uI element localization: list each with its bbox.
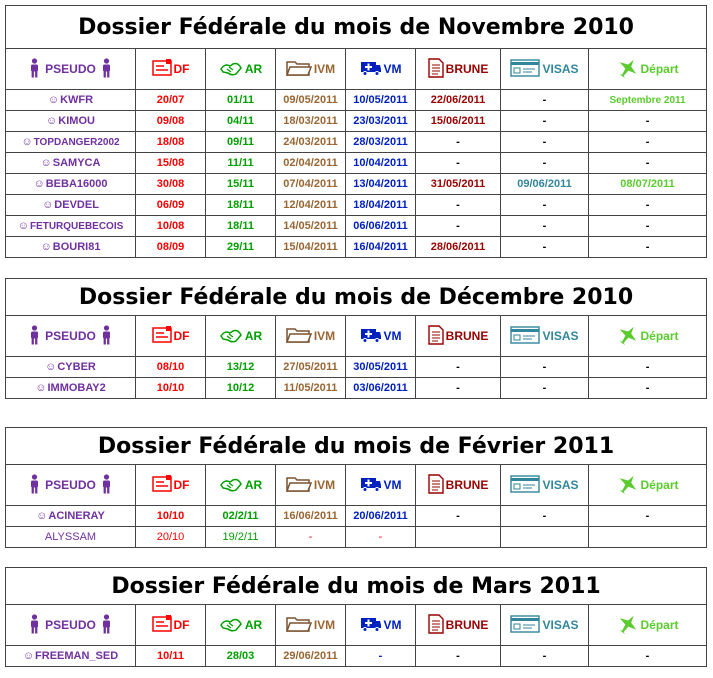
cell-visas: - bbox=[501, 132, 589, 153]
cell-df: 15/08 bbox=[136, 153, 206, 174]
cell-ar: 11/11 bbox=[206, 153, 276, 174]
cell-brune: 15/06/2011 bbox=[416, 111, 501, 132]
header-df bbox=[136, 465, 206, 506]
cell-visas: - bbox=[501, 90, 589, 111]
ambulance-icon bbox=[360, 59, 382, 80]
cell-df: 18/08 bbox=[136, 132, 206, 153]
handshake-icon bbox=[219, 615, 243, 636]
cell-pseudo bbox=[6, 357, 136, 378]
header-df bbox=[136, 49, 206, 90]
header-label: PSEUDO bbox=[45, 618, 96, 632]
pseudo-name: KWFR bbox=[60, 94, 94, 106]
airplane-icon bbox=[617, 473, 639, 498]
smiley-icon: ☺ bbox=[22, 650, 35, 662]
smiley-icon: ☺ bbox=[40, 157, 52, 169]
folder-icon bbox=[286, 615, 312, 636]
cell-ivm: 15/04/2011 bbox=[276, 237, 346, 258]
cell-brune: - bbox=[416, 195, 501, 216]
cell-ar: 19/2/11 bbox=[206, 527, 276, 548]
section-table bbox=[5, 427, 706, 548]
cell-df: 20/10 bbox=[136, 527, 206, 548]
header-label: PSEUDO bbox=[45, 478, 96, 492]
airplane-icon bbox=[617, 613, 639, 638]
cell-pseudo bbox=[6, 195, 136, 216]
header-label: AR bbox=[244, 329, 263, 343]
handshake-icon bbox=[219, 475, 243, 496]
cell-vm: 10/04/2011 bbox=[346, 153, 416, 174]
cell-ivm: 29/06/2011 bbox=[276, 646, 346, 667]
header-label: Départ bbox=[640, 478, 679, 492]
header-label: VISAS bbox=[542, 62, 579, 76]
header-ivm bbox=[276, 316, 346, 357]
header-df bbox=[136, 316, 206, 357]
cell-brune: - bbox=[416, 378, 501, 399]
header-vm bbox=[346, 316, 416, 357]
pseudo-name: IMMOBAY2 bbox=[47, 382, 106, 394]
cell-visas: - bbox=[501, 216, 589, 237]
table-row bbox=[6, 216, 707, 237]
cell-df: 20/07 bbox=[136, 90, 206, 111]
dossier-table bbox=[5, 5, 707, 258]
cell-ar: 01/11 bbox=[206, 90, 276, 111]
cell-ivm: 18/03/2011 bbox=[276, 111, 346, 132]
cell-ar: 04/11 bbox=[206, 111, 276, 132]
person-icon bbox=[30, 58, 39, 81]
table-row bbox=[6, 357, 707, 378]
dossier-table bbox=[5, 427, 707, 548]
header-label: AR bbox=[244, 62, 263, 76]
pseudo-name: ACINERAY bbox=[48, 510, 105, 522]
cell-visas: - bbox=[501, 111, 589, 132]
table-row bbox=[6, 174, 707, 195]
airplane-icon bbox=[617, 324, 639, 349]
pseudo-name: CYBER bbox=[57, 361, 96, 373]
smiley-icon: ☺ bbox=[36, 510, 48, 522]
cell-depart: - bbox=[589, 506, 707, 527]
table-row bbox=[6, 237, 707, 258]
pseudo-name: TOPDANGER2002 bbox=[33, 137, 120, 148]
pseudo-name: FETURQUEBECOIS bbox=[29, 221, 124, 232]
cell-depart: - bbox=[589, 132, 707, 153]
header-label: VISAS bbox=[542, 478, 579, 492]
cell-depart: - bbox=[589, 237, 707, 258]
header-visas bbox=[501, 465, 589, 506]
header-label: IVM bbox=[313, 618, 336, 632]
header-label: DF bbox=[173, 478, 190, 492]
section-title: Dossier Fédérale du mois de Décembre 2010 bbox=[6, 279, 707, 316]
header-label: BRUNE bbox=[445, 329, 489, 343]
handshake-icon bbox=[219, 59, 243, 80]
cell-df: 10/08 bbox=[136, 216, 206, 237]
header-label: VM bbox=[383, 329, 402, 343]
section-table bbox=[5, 5, 706, 258]
header-brune bbox=[416, 49, 501, 90]
section-table bbox=[5, 567, 706, 667]
cell-depart: - bbox=[589, 216, 707, 237]
cell-depart: - bbox=[589, 195, 707, 216]
header-df bbox=[136, 605, 206, 646]
pseudo-name: SAMYCA bbox=[52, 157, 101, 169]
header-vm bbox=[346, 49, 416, 90]
person-icon bbox=[30, 325, 39, 348]
cell-vm: 06/06/2011 bbox=[346, 216, 416, 237]
smiley-icon: ☺ bbox=[35, 382, 47, 394]
header-pseudo bbox=[6, 49, 136, 90]
cell-visas: - bbox=[501, 195, 589, 216]
header-vm bbox=[346, 465, 416, 506]
header-label: VM bbox=[383, 62, 402, 76]
cell-depart: - bbox=[589, 153, 707, 174]
cell-vm: 20/06/2011 bbox=[346, 506, 416, 527]
folder-icon bbox=[286, 475, 312, 496]
cell-brune: 22/06/2011 bbox=[416, 90, 501, 111]
cell-pseudo bbox=[6, 216, 136, 237]
pseudo-name: DEVDEL bbox=[54, 199, 99, 211]
table-row bbox=[6, 132, 707, 153]
header-label: DF bbox=[173, 618, 190, 632]
cell-vm: - bbox=[346, 527, 416, 548]
cell-vm: 13/04/2011 bbox=[346, 174, 416, 195]
ambulance-icon bbox=[360, 326, 382, 347]
pseudo-name: BOURI81 bbox=[52, 241, 101, 253]
header-vm bbox=[346, 605, 416, 646]
pseudo-name: KIMOU bbox=[58, 115, 95, 127]
card-icon bbox=[510, 326, 540, 347]
cell-vm: 18/04/2011 bbox=[346, 195, 416, 216]
header-depart bbox=[589, 316, 707, 357]
ambulance-icon bbox=[360, 615, 382, 636]
document-lines-icon bbox=[428, 614, 444, 637]
cell-depart: - bbox=[589, 111, 707, 132]
section-table bbox=[5, 278, 706, 399]
cell-visas: 09/06/2011 bbox=[501, 174, 589, 195]
header-brune bbox=[416, 465, 501, 506]
section-title: Dossier Fédérale du mois de Novembre 2010 bbox=[6, 6, 707, 49]
person-icon bbox=[102, 614, 111, 637]
cell-pseudo bbox=[6, 237, 136, 258]
table-row bbox=[6, 90, 707, 111]
dossier-table bbox=[5, 278, 707, 399]
document-red-icon bbox=[152, 59, 172, 80]
person-icon bbox=[102, 58, 111, 81]
header-label: BRUNE bbox=[445, 478, 489, 492]
cell-pseudo bbox=[6, 506, 136, 527]
document-red-icon bbox=[152, 475, 172, 496]
cell-df: 09/08 bbox=[136, 111, 206, 132]
header-label: DF bbox=[173, 329, 190, 343]
header-label: AR bbox=[244, 478, 263, 492]
smiley-icon: ☺ bbox=[42, 199, 54, 211]
cell-visas: - bbox=[501, 506, 589, 527]
table-row bbox=[6, 195, 707, 216]
person-icon bbox=[30, 474, 39, 497]
document-lines-icon bbox=[428, 474, 444, 497]
header-label: PSEUDO bbox=[45, 329, 96, 343]
smiley-icon: ☺ bbox=[17, 220, 29, 232]
folder-icon bbox=[286, 326, 312, 347]
cell-df: 10/10 bbox=[136, 506, 206, 527]
cell-pseudo bbox=[6, 378, 136, 399]
cell-ar: 28/03 bbox=[206, 646, 276, 667]
cell-ivm: 16/06/2011 bbox=[276, 506, 346, 527]
cell-ivm: 02/04/2011 bbox=[276, 153, 346, 174]
header-pseudo bbox=[6, 605, 136, 646]
cell-df: 06/09 bbox=[136, 195, 206, 216]
header-label: IVM bbox=[313, 478, 336, 492]
cell-pseudo bbox=[6, 153, 136, 174]
cell-pseudo bbox=[6, 527, 136, 548]
cell-brune: - bbox=[416, 506, 501, 527]
cell-ar: 10/12 bbox=[206, 378, 276, 399]
section-title: Dossier Fédérale du mois de Février 2011 bbox=[6, 428, 707, 465]
cell-ivm: 27/05/2011 bbox=[276, 357, 346, 378]
header-label: IVM bbox=[313, 329, 336, 343]
cell-ivm: 24/03/2011 bbox=[276, 132, 346, 153]
header-label: BRUNE bbox=[445, 618, 489, 632]
cell-visas: - bbox=[501, 646, 589, 667]
cell-ar: 02/2/11 bbox=[206, 506, 276, 527]
header-pseudo bbox=[6, 316, 136, 357]
cell-brune: - bbox=[416, 216, 501, 237]
cell-visas bbox=[501, 527, 589, 548]
header-depart bbox=[589, 465, 707, 506]
cell-df: 08/10 bbox=[136, 357, 206, 378]
header-label: IVM bbox=[313, 62, 336, 76]
cell-depart: - bbox=[589, 357, 707, 378]
header-ar bbox=[206, 316, 276, 357]
header-ivm bbox=[276, 49, 346, 90]
cell-visas: - bbox=[501, 378, 589, 399]
header-label: VM bbox=[383, 478, 402, 492]
smiley-icon: ☺ bbox=[33, 178, 45, 190]
cell-pseudo bbox=[6, 111, 136, 132]
table-row bbox=[6, 527, 707, 548]
header-depart bbox=[589, 49, 707, 90]
section-title: Dossier Fédérale du mois de Mars 2011 bbox=[6, 568, 707, 605]
smiley-icon: ☺ bbox=[47, 94, 60, 106]
cell-vm: 03/06/2011 bbox=[346, 378, 416, 399]
header-label: DF bbox=[173, 62, 190, 76]
header-label: VISAS bbox=[542, 329, 579, 343]
card-icon bbox=[510, 475, 540, 496]
cell-df: 30/08 bbox=[136, 174, 206, 195]
cell-ivm: 12/04/2011 bbox=[276, 195, 346, 216]
cell-df: 08/09 bbox=[136, 237, 206, 258]
person-icon bbox=[30, 614, 39, 637]
smiley-icon: ☺ bbox=[21, 136, 33, 148]
header-ivm bbox=[276, 465, 346, 506]
header-ar bbox=[206, 605, 276, 646]
cell-depart: - bbox=[589, 378, 707, 399]
cell-pseudo bbox=[6, 90, 136, 111]
pseudo-name: FREEMAN_SED bbox=[35, 650, 119, 662]
cell-depart: - bbox=[589, 646, 707, 667]
person-icon bbox=[102, 325, 111, 348]
cell-pseudo bbox=[6, 132, 136, 153]
cell-pseudo bbox=[6, 174, 136, 195]
cell-brune: - bbox=[416, 132, 501, 153]
header-label: VISAS bbox=[542, 618, 579, 632]
header-brune bbox=[416, 605, 501, 646]
cell-visas: - bbox=[501, 153, 589, 174]
cell-visas: - bbox=[501, 237, 589, 258]
header-ar bbox=[206, 465, 276, 506]
handshake-icon bbox=[219, 326, 243, 347]
pseudo-name: ALYSSAM bbox=[44, 531, 97, 543]
card-icon bbox=[510, 59, 540, 80]
cell-ar: 18/11 bbox=[206, 195, 276, 216]
header-label: AR bbox=[244, 618, 263, 632]
header-label: BRUNE bbox=[445, 62, 489, 76]
cell-vm: 30/05/2011 bbox=[346, 357, 416, 378]
cell-ar: 18/11 bbox=[206, 216, 276, 237]
header-label: PSEUDO bbox=[45, 62, 96, 76]
cell-ar: 29/11 bbox=[206, 237, 276, 258]
header-pseudo bbox=[6, 465, 136, 506]
header-ar bbox=[206, 49, 276, 90]
cell-brune: - bbox=[416, 646, 501, 667]
header-visas bbox=[501, 605, 589, 646]
airplane-icon bbox=[617, 57, 639, 82]
card-icon bbox=[510, 615, 540, 636]
cell-ar: 09/11 bbox=[206, 132, 276, 153]
cell-ivm: 07/04/2011 bbox=[276, 174, 346, 195]
cell-brune: - bbox=[416, 357, 501, 378]
header-label: Départ bbox=[640, 618, 679, 632]
cell-brune: 31/05/2011 bbox=[416, 174, 501, 195]
cell-ar: 13/12 bbox=[206, 357, 276, 378]
document-lines-icon bbox=[428, 58, 444, 81]
table-row bbox=[6, 378, 707, 399]
cell-vm: 16/04/2011 bbox=[346, 237, 416, 258]
cell-ivm: 11/05/2011 bbox=[276, 378, 346, 399]
cell-visas: - bbox=[501, 357, 589, 378]
person-icon bbox=[102, 474, 111, 497]
table-row bbox=[6, 153, 707, 174]
document-red-icon bbox=[152, 326, 172, 347]
folder-icon bbox=[286, 59, 312, 80]
document-red-icon bbox=[152, 615, 172, 636]
cell-brune: - bbox=[416, 153, 501, 174]
cell-ar: 15/11 bbox=[206, 174, 276, 195]
cell-df: 10/10 bbox=[136, 378, 206, 399]
pseudo-name: BEBA16000 bbox=[45, 178, 108, 190]
table-row bbox=[6, 646, 707, 667]
cell-vm: 28/03/2011 bbox=[346, 132, 416, 153]
smiley-icon: ☺ bbox=[40, 241, 52, 253]
document-lines-icon bbox=[428, 325, 444, 348]
header-depart bbox=[589, 605, 707, 646]
header-label: Départ bbox=[640, 62, 679, 76]
cell-brune bbox=[416, 527, 501, 548]
table-row bbox=[6, 506, 707, 527]
table-row bbox=[6, 111, 707, 132]
smiley-icon: ☺ bbox=[46, 115, 58, 127]
header-brune bbox=[416, 316, 501, 357]
dossier-table bbox=[5, 567, 707, 667]
cell-vm: 10/05/2011 bbox=[346, 90, 416, 111]
cell-vm: - bbox=[346, 646, 416, 667]
cell-brune: 28/06/2011 bbox=[416, 237, 501, 258]
cell-ivm: 14/05/2011 bbox=[276, 216, 346, 237]
smiley-icon: ☺ bbox=[45, 361, 57, 373]
cell-df: 10/11 bbox=[136, 646, 206, 667]
cell-depart: 08/07/2011 bbox=[589, 174, 707, 195]
ambulance-icon bbox=[360, 475, 382, 496]
cell-vm: 23/03/2011 bbox=[346, 111, 416, 132]
header-label: VM bbox=[383, 618, 402, 632]
header-ivm bbox=[276, 605, 346, 646]
cell-depart bbox=[589, 527, 707, 548]
cell-ivm: 09/05/2011 bbox=[276, 90, 346, 111]
header-visas bbox=[501, 49, 589, 90]
cell-ivm: - bbox=[276, 527, 346, 548]
header-visas bbox=[501, 316, 589, 357]
header-label: Départ bbox=[640, 329, 679, 343]
cell-depart: Septembre 2011 bbox=[589, 90, 707, 111]
cell-pseudo bbox=[6, 646, 136, 667]
